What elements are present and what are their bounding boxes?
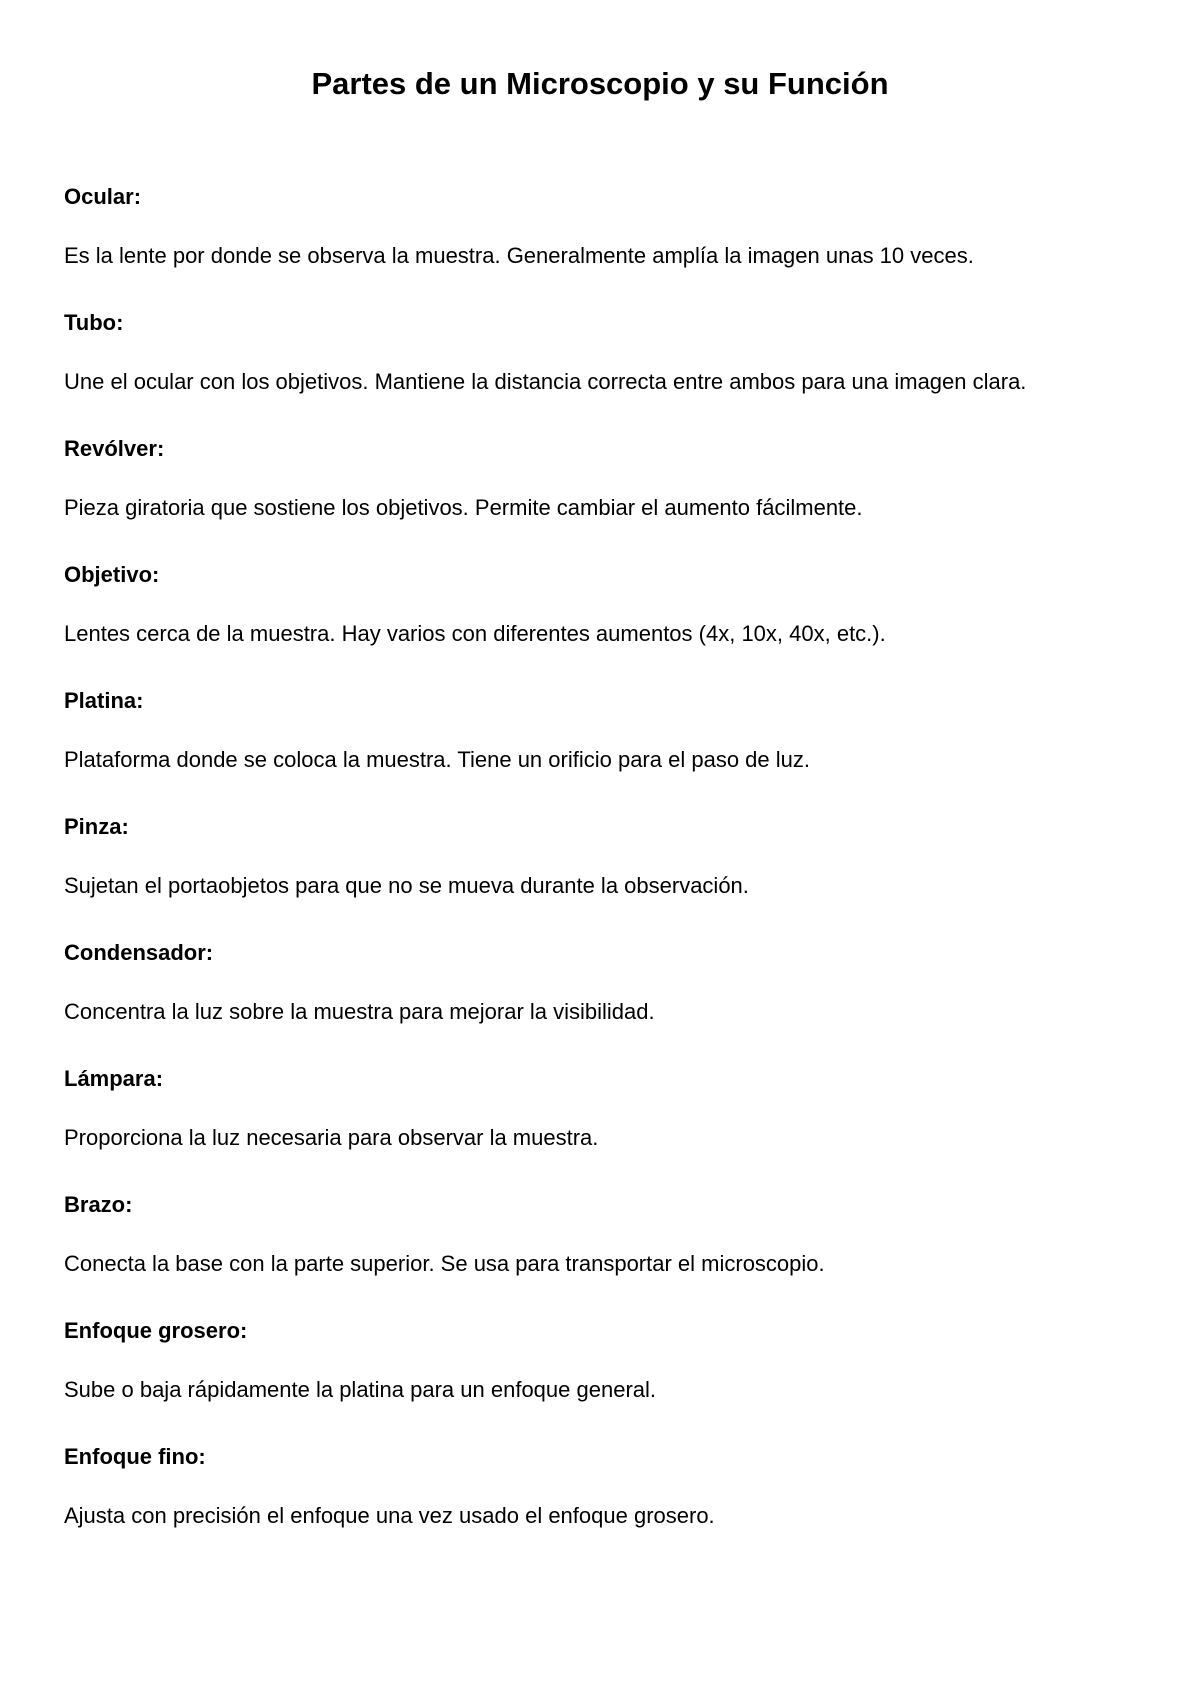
part-term: Tubo: bbox=[64, 310, 124, 335]
part-description: Plataforma donde se coloca la muestra. Tiene un orificio para el paso de luz. bbox=[64, 747, 810, 772]
part-term: Lámpara: bbox=[64, 1066, 164, 1091]
parts-list bbox=[64, 184, 1144, 1570]
list-item bbox=[64, 562, 1144, 688]
part-description: Concentra la luz sobre la muestra para mejorar la visibilidad. bbox=[64, 999, 655, 1024]
part-description: Sujetan el portaobjetos para que no se mueva durante la observación. bbox=[64, 873, 749, 898]
part-description: Sube o baja rápidamente la platina para un enfoque general. bbox=[64, 1377, 657, 1402]
list-item bbox=[64, 436, 1144, 562]
part-description: Es la lente por donde se observa la muestra. Generalmente amplía la imagen unas 10 veces. bbox=[64, 243, 974, 268]
list-item bbox=[64, 310, 1144, 436]
list-item bbox=[64, 1444, 1144, 1570]
part-term: Revólver: bbox=[64, 436, 165, 461]
part-description: Lentes cerca de la muestra. Hay varios con diferentes aumentos (4x, 10x, 40x, etc.). bbox=[64, 621, 886, 646]
list-item bbox=[64, 814, 1144, 940]
part-description: Conecta la base con la parte superior. Se usa para transportar el microscopio. bbox=[64, 1251, 825, 1276]
list-item bbox=[64, 1318, 1144, 1444]
list-item bbox=[64, 688, 1144, 814]
list-item bbox=[64, 1192, 1144, 1318]
part-term: Condensador: bbox=[64, 940, 214, 965]
part-term: Ocular: bbox=[64, 184, 142, 209]
part-term: Objetivo: bbox=[64, 562, 160, 587]
part-term: Pinza: bbox=[64, 814, 129, 839]
part-description: Une el ocular con los objetivos. Mantiene la distancia correcta entre ambos para una imagen clara. bbox=[64, 369, 1027, 394]
part-term: Enfoque fino: bbox=[64, 1444, 206, 1469]
part-term: Brazo: bbox=[64, 1192, 133, 1217]
part-term: Platina: bbox=[64, 688, 144, 713]
list-item bbox=[64, 1066, 1144, 1192]
part-description: Ajusta con precisión el enfoque una vez usado el enfoque grosero. bbox=[64, 1503, 715, 1528]
list-item bbox=[64, 940, 1144, 1066]
part-term: Enfoque grosero: bbox=[64, 1318, 248, 1343]
part-description: Pieza giratoria que sostiene los objetivos. Permite cambiar el aumento fácilmente. bbox=[64, 495, 863, 520]
part-description: Proporciona la luz necesaria para observar la muestra. bbox=[64, 1125, 599, 1150]
list-item bbox=[64, 184, 1144, 310]
page-title: Partes de un Microscopio y su Función bbox=[311, 66, 889, 101]
